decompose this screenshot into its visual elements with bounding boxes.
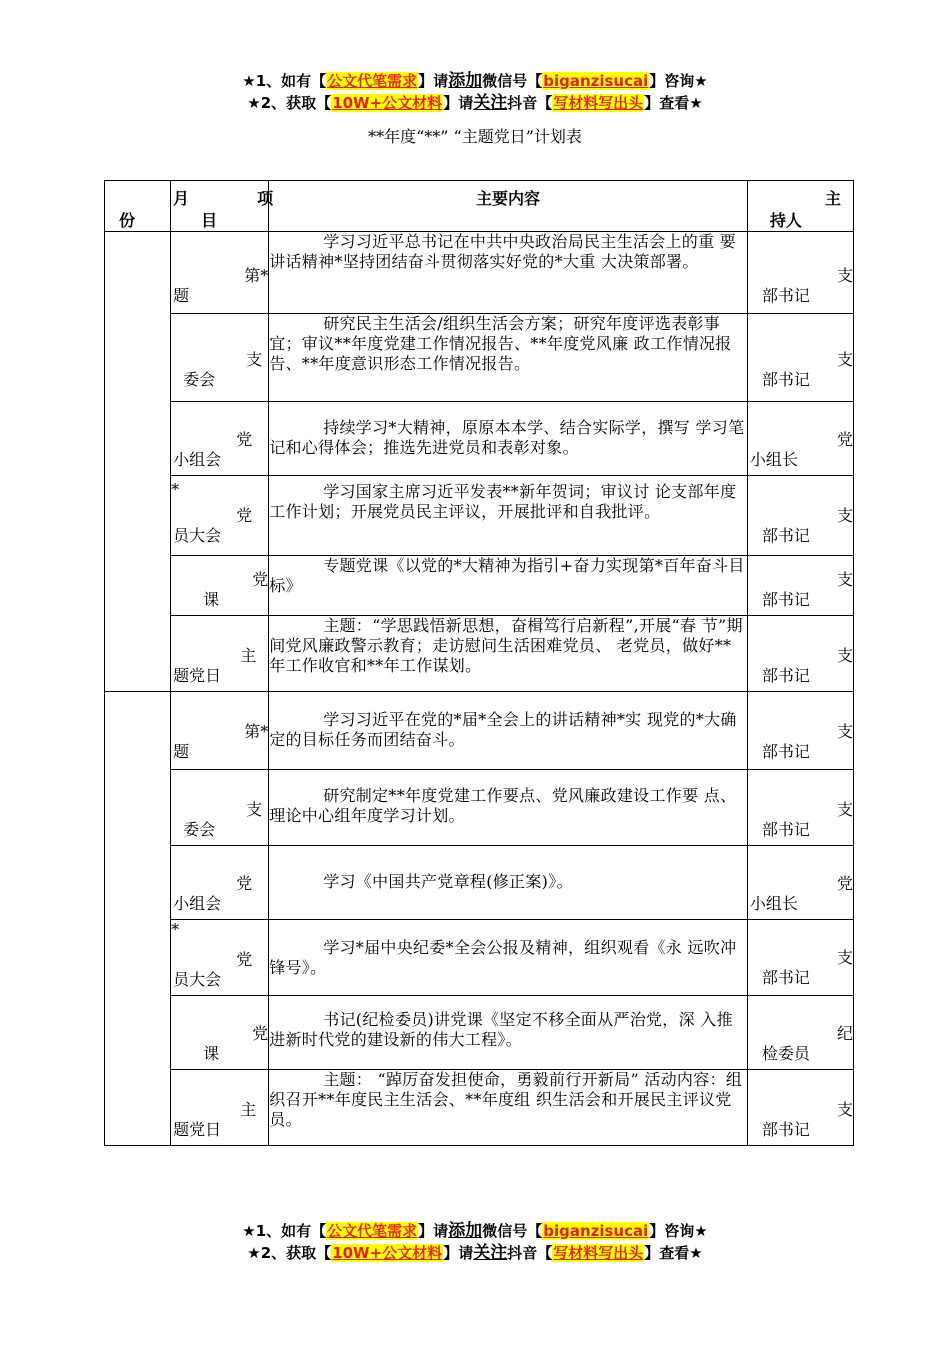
host-cell: 支 部书记 <box>747 616 853 692</box>
highlight-wechat-id: biganzisucai <box>543 1222 649 1240</box>
item-cell: 支 委会 <box>171 770 269 846</box>
table-row <box>105 920 854 996</box>
content-cell: 研究民主生活会/组织生活会方案；研究年度评选表彰事 宜；审议**年度党建工作情况报告、**年度党风廉 政工作情况报告、**年度意识形态工作情况报告。 <box>269 314 748 402</box>
table-row <box>105 232 854 314</box>
content-cell: 持续学习*大精神，原原本本学、结合实际学，撰写 学习笔记和心得体会；推选先进党员和表彰对象。 <box>269 402 748 476</box>
item-cell: 党 小组会 <box>171 402 269 476</box>
table-row <box>105 476 854 556</box>
document-title: **年度“**” “主题党日”计划表 <box>368 127 582 146</box>
item-cell: 党 小组会 <box>171 846 269 920</box>
bottom-banner <box>0 1220 950 1264</box>
highlight-materials: 10W+公文材料 <box>332 94 443 112</box>
host-cell: 支 部书记 <box>747 232 853 314</box>
table-row <box>105 996 854 1070</box>
host-cell: 支 部书记 <box>747 314 853 402</box>
table-row <box>105 692 854 770</box>
table-row <box>105 1070 854 1146</box>
content-cell: 学习习近平在党的*届*全会上的讲话精神*实 现党的*大确定的目标任务而团结奋斗。 <box>269 692 748 770</box>
table-row <box>105 556 854 616</box>
item-cell: 第* 题 <box>171 692 269 770</box>
item-cell: * 党 员大会 <box>171 920 269 996</box>
host-cell: 纪 检委员 <box>747 996 853 1070</box>
table-row <box>105 770 854 846</box>
table-header-row <box>105 181 854 232</box>
highlight-douyin-id: 写材料写出头 <box>553 1244 644 1262</box>
content-cell: 学习*届中央纪委*全会公报及精神，组织观看《永 远吹冲锋号》。 <box>269 920 748 996</box>
header-content: 主要内容 <box>269 181 748 232</box>
host-cell: 党 小组长 <box>747 402 853 476</box>
host-cell: 支 部书记 <box>747 692 853 770</box>
month-cell <box>105 232 171 692</box>
host-cell: 支 部书记 <box>747 920 853 996</box>
table-row <box>105 846 854 920</box>
item-cell: * 党 员大会 <box>171 476 269 556</box>
header-month: 月 份 <box>105 181 171 232</box>
item-cell: 支 委会 <box>171 314 269 402</box>
highlight-materials: 10W+公文材料 <box>332 1244 443 1262</box>
plan-table <box>104 180 854 1146</box>
content-cell: 学习《中国共产党章程(修正案)》。 <box>269 846 748 920</box>
banner-line-1: ★1、如有【公文代笔需求】请添加微信号【biganzisucai】咨询★ <box>242 71 708 91</box>
header-item: 项 目 <box>171 181 269 232</box>
highlight-wechat-id: biganzisucai <box>543 72 649 90</box>
month-cell <box>105 692 171 1146</box>
banner-line-1: ★1、如有【公文代笔需求】请添加微信号【biganzisucai】咨询★ <box>242 1221 708 1241</box>
item-cell: 党 课 <box>171 556 269 616</box>
highlight-service: 公文代笔需求 <box>327 1222 418 1240</box>
header-host: 主 持人 <box>747 181 853 232</box>
item-cell: 党 课 <box>171 996 269 1070</box>
banner-line-2: ★2、获取【10W+公文材料】请关注抖音【写材料写出头】查看★ <box>247 1243 703 1263</box>
highlight-douyin-id: 写材料写出头 <box>553 94 644 112</box>
host-cell: 支 部书记 <box>747 556 853 616</box>
table-row <box>105 402 854 476</box>
host-cell: 党 小组长 <box>747 846 853 920</box>
table-row <box>105 314 854 402</box>
content-cell: 主题： “踔厉奋发担使命，勇毅前行开新局” 活动内容：组织召开**年度民主生活会、**年度组 织生活会和开展民主评议党员。 <box>269 1070 748 1146</box>
content-cell: 书记(纪检委员)讲党课《坚定不移全面从严治党，深 入推进新时代党的建设新的伟大工程》。 <box>269 996 748 1070</box>
item-cell: 主 题党日 <box>171 616 269 692</box>
host-cell: 支 部书记 <box>747 476 853 556</box>
content-cell: 学习国家主席习近平发表**新年贺词；审议讨 论支部年度工作计划；开展党员民主评议，开展批评和自我批评。 <box>269 476 748 556</box>
host-cell: 支 部书记 <box>747 770 853 846</box>
content-cell: 专题党课《以党的*大精神为指引+奋力实现第*百年奋斗目标》 <box>269 556 748 616</box>
item-cell: 主 题党日 <box>171 1070 269 1146</box>
content-cell: 研究制定**年度党建工作要点、党风廉政建设工作要 点、理论中心组年度学习计划。 <box>269 770 748 846</box>
content-cell: 学习习近平总书记在中共中央政治局民主生活会上的重 要讲话精神*坚持团结奋斗贯彻落实好党的*大重 大决策部署。 <box>269 232 748 314</box>
content-cell: 主题：“学思践悟新思想，奋楫笃行启新程”,开展“春 节”期间党风廉政警示教育；走访慰问生活困难党员、 老党员，做好**年工作收官和**年工作谋划。 <box>269 616 748 692</box>
table-row <box>105 616 854 692</box>
item-cell: 第* 题 <box>171 232 269 314</box>
banner-line-2: ★2、获取【10W+公文材料】请关注抖音【写材料写出头】查看★ <box>247 93 703 113</box>
top-banner <box>0 70 950 114</box>
highlight-service: 公文代笔需求 <box>327 72 418 90</box>
host-cell: 支 部书记 <box>747 1070 853 1146</box>
